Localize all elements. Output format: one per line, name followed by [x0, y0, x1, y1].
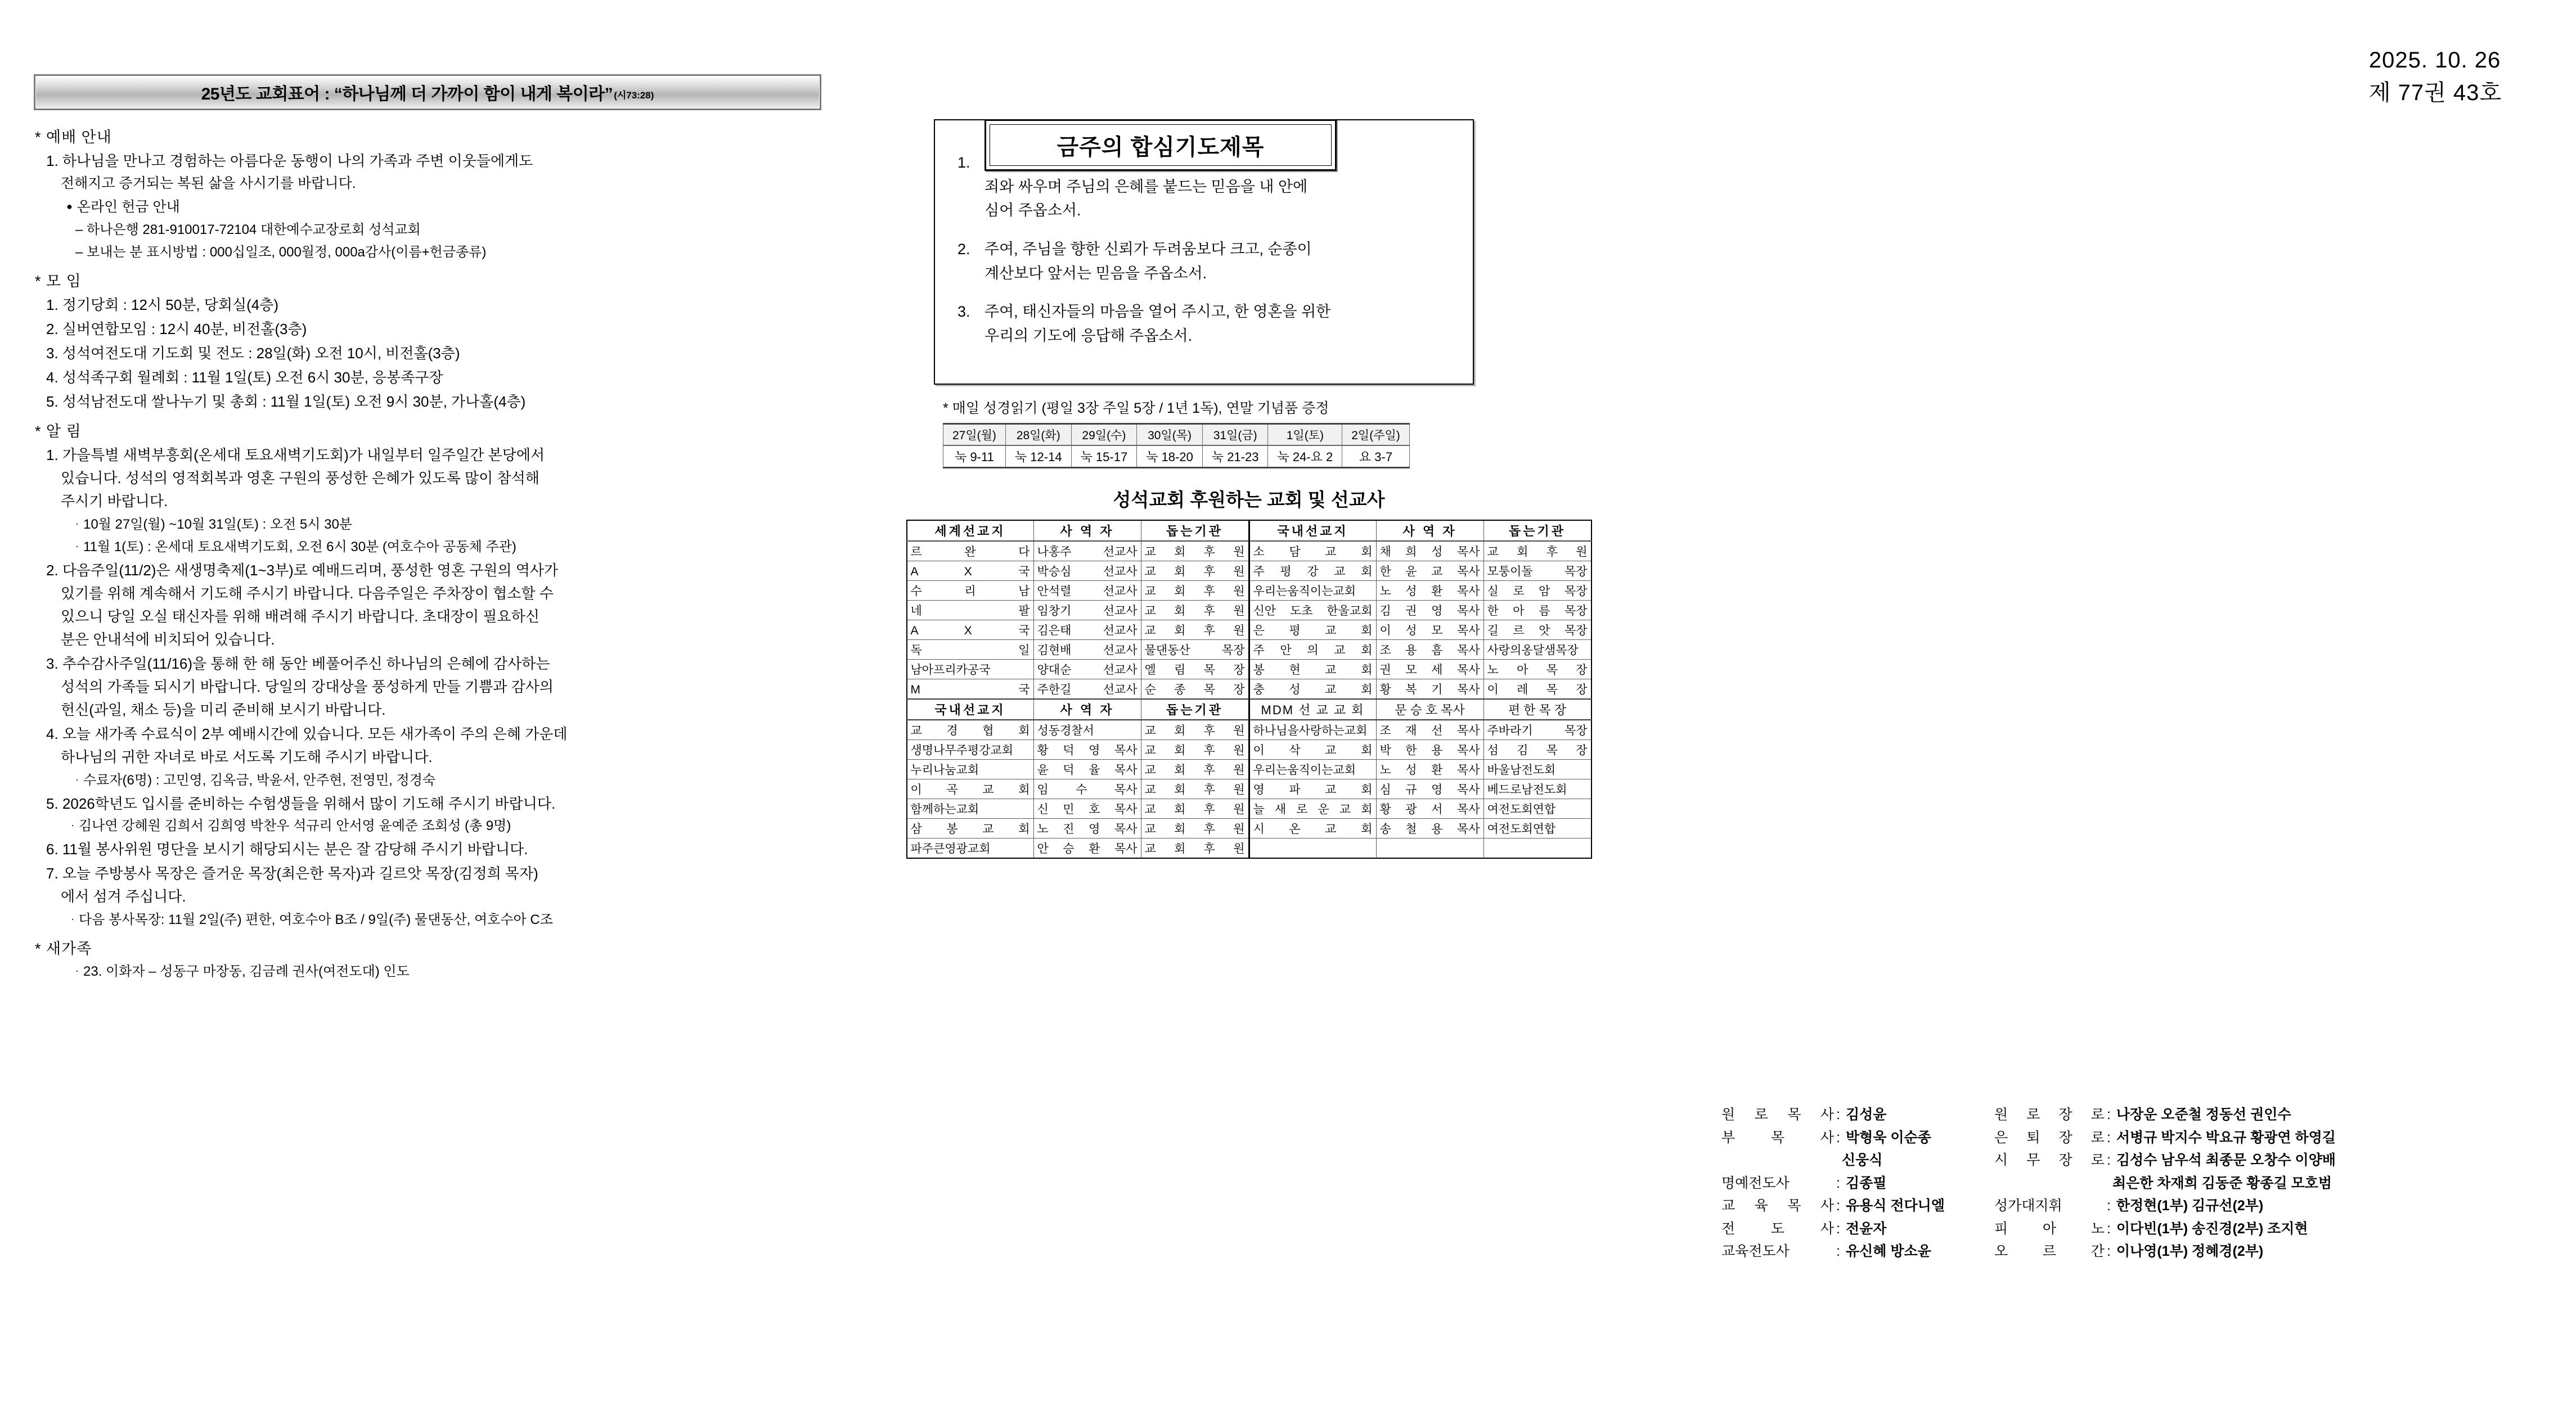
domestic-org-cell: 모퉁이돌 목장 [1483, 561, 1592, 581]
staff-names: 전윤자 [1845, 1220, 1887, 1237]
table-row [907, 520, 1592, 541]
domestic-field-cell: 신안 도초 한울교회 [1249, 601, 1376, 620]
staff-colon: : [1836, 1198, 1840, 1214]
world-field-cell: 르 완 다 [907, 541, 1034, 561]
domestic-worker-cell: 문 승 호 목사 [1376, 699, 1483, 720]
masthead [2369, 44, 2502, 109]
domestic-worker-cell: 노 진 영 목사 [1033, 819, 1141, 839]
table-row [907, 640, 1592, 660]
staff-names-continued: 최은한 차재희 김동준 황종길 모호범 [2112, 1175, 2332, 1191]
domestic-field-cell: 충 성 교 회 [1249, 679, 1376, 700]
staff-row [1994, 1240, 2336, 1263]
staff-names: 김종필 [1845, 1175, 1887, 1191]
table-row [907, 561, 1592, 581]
staff-role-label: 명예전도사 [1721, 1175, 1790, 1191]
notice-2-line4: 분은 안내석에 비치되어 있습니다. [61, 631, 275, 648]
bullet-dot-icon: · [75, 965, 79, 976]
worship-item-1-line2: 전해지고 증거되는 복된 삶을 사시기를 바랍니다. [61, 175, 356, 191]
staff-colon: : [1836, 1129, 1840, 1146]
domestic-field-cell: 영 파 교 회 [1249, 779, 1376, 799]
bullet-dot-icon: · [75, 540, 79, 552]
newfamily-item: · 23. 이화자 – 성동구 마장동, 김금례 권사(여전도대) 인도 [75, 964, 410, 979]
notice-7-line2: 에서 섬겨 주십니다. [61, 888, 186, 905]
domestic-field-cell: 교 경 협 회 [907, 720, 1034, 740]
staff-names: 한정현(1부) 김규선(2부) [2116, 1198, 2264, 1214]
staff-role-label: 교육전도사 [1721, 1243, 1790, 1259]
world-worker-cell: 양대순 선교사 [1033, 660, 1141, 679]
domestic-field-cell: 소 담 교 회 [1249, 541, 1376, 561]
staff-names: 이다빈(1부) 송진경(2부) 조지현 [2116, 1220, 2308, 1237]
prayer-item-text: 주여, 태신자들의 마음을 열어 주시고, 한 영혼을 위한 우리의 기도에 응답해 주옵소서. [984, 303, 1331, 344]
domestic-org-cell: 바울남전도회 [1483, 760, 1592, 779]
world-field-cell: M 국 [907, 679, 1034, 700]
domestic-org-cell: 노 아 목 장 [1483, 660, 1592, 679]
staff-colon: : [1836, 1175, 1840, 1191]
domestic-worker-cell: 노 성 환 목사 [1376, 581, 1483, 601]
world-worker-cell: 임창기 선교사 [1033, 601, 1141, 620]
domestic-org-cell: 교 회 후 원 [1141, 779, 1249, 799]
domestic-field-cell: 시 온 교 회 [1249, 819, 1376, 839]
domestic-worker-cell: 송 철 용 목사 [1376, 819, 1483, 839]
staff-colon: : [2106, 1129, 2111, 1146]
world-org-cell: 교 회 후 원 [1141, 620, 1249, 640]
notice-1-line3: 주시기 바랍니다. [61, 493, 168, 510]
weekly-prayer-title-box [984, 119, 1337, 171]
domestic-org-cell: 교 회 후 원 [1141, 720, 1249, 740]
domestic-worker-cell: 심 규 영 목사 [1376, 779, 1483, 799]
domestic-org-cell: 실 로 암 목장 [1483, 581, 1592, 601]
staff-row [1721, 1103, 1945, 1126]
staff-names: 박형욱 이순종 [1845, 1129, 1931, 1146]
domestic-field-cell: 우리는움직이는교회 [1249, 760, 1376, 779]
bible-day-header: 1일(토) [1268, 424, 1342, 446]
staff-role-label: 은 퇴 장 로 [1994, 1129, 2105, 1146]
domestic-org-cell: 교 회 후 원 [1141, 819, 1249, 839]
mission-support-table [906, 520, 1592, 859]
domestic-field-cell: MDM 선 교 교 회 [1249, 699, 1376, 720]
bible-reading-cell: 눅 15-17 [1071, 445, 1137, 468]
domestic-worker-cell: 권 모 세 목사 [1376, 660, 1483, 679]
bible-reading-cell: 눅 12-14 [1005, 445, 1071, 468]
staff-role-label: 피 아 노 [1994, 1220, 2105, 1237]
domestic-worker-cell: 황 복 기 목사 [1376, 679, 1483, 700]
empty-cell [1483, 839, 1592, 859]
domestic-org-cell: 섬 김 목 장 [1483, 740, 1592, 760]
staff-row [1994, 1149, 2336, 1172]
domestic-org-cell: 주바라기 목장 [1483, 720, 1592, 740]
worship-item-1-line1: 1. 하나님을 만나고 경험하는 아름다운 동행이 나의 가족과 주변 이웃들에게도 [46, 152, 533, 169]
staff-row [1994, 1218, 2336, 1241]
bible-reading-note: * 매일 성경읽기 (평일 3장 주일 5장 / 1년 1독), 연말 기념품 증정 [943, 400, 1329, 416]
bible-reading-cell: 눅 24-요 2 [1268, 445, 1342, 468]
domestic-org-cell: 여전도회연합 [1483, 799, 1592, 819]
world-org-cell: 교 회 후 원 [1141, 561, 1249, 581]
newfamily-section-heading: * 새가족 [35, 940, 92, 957]
domestic-worker-cell: 채 희 성 목사 [1376, 541, 1483, 561]
table-row [907, 799, 1592, 819]
col-header-supporter: 돕는기관 [1141, 520, 1249, 541]
bible-reading-table [943, 423, 1410, 468]
notice-1-line1: 1. 가을특별 새벽부흥회(온세대 토요새벽기도회)가 내일부터 일주일간 본당에서 [46, 447, 545, 463]
domestic-org-cell: 사랑의옹달샘목장 [1483, 640, 1592, 660]
world-field-cell: 남아프리카공국 [907, 660, 1034, 679]
domestic-worker-cell: 한 윤 교 목사 [1376, 561, 1483, 581]
world-org-cell: 교 회 후 원 [1141, 601, 1249, 620]
notice-1-bullet-1: · 10월 27일(월) ~10월 31일(토) : 오전 5시 30분 [75, 517, 352, 532]
notice-2-line3: 있으니 당일 오실 태신자를 위해 배려해 주시기 바랍니다. 초대장이 필요하신 [61, 608, 540, 625]
domestic-org-cell: 길 르 앗 목장 [1483, 620, 1592, 640]
bullet-dot-icon: ● [66, 200, 73, 212]
church-slogan-banner [34, 74, 821, 110]
col-header-domestic-field: 국내선교지 [907, 699, 1034, 720]
table-row [943, 424, 1410, 446]
weekly-prayer-panel [934, 119, 1474, 385]
notice-3-line2: 성석의 가족들 되시기 바랍니다. 당일의 강대상을 풍성하게 만들 기쁨과 감사의 [61, 678, 554, 695]
bible-reading-cell: 눅 18-20 [1137, 445, 1203, 468]
notice-section-heading: * 알 림 [35, 423, 82, 440]
mission-table-title: 성석교회 후원하는 교회 및 선교사 [1113, 489, 1385, 510]
staff-row [1994, 1103, 2336, 1126]
meeting-item: 2. 실버연합모임 : 12시 40분, 비전홀(3층) [46, 321, 307, 337]
online-offering-format: – 보내는 분 표시방법 : 000십일조, 000월정, 000a감사(이름+헌금종류) [75, 245, 487, 260]
staff-names: 김성수 남우석 최종문 오창수 이양배 [2116, 1152, 2336, 1168]
online-offering-bank: – 하나은행 281-910017-72104 대한예수교장로회 성석교회 [75, 222, 421, 237]
table-row [907, 740, 1592, 760]
staff-colon: : [2106, 1107, 2111, 1123]
staff-colon: : [1836, 1243, 1840, 1259]
notice-5-bullet-1: · 김나연 강혜원 김희서 김희영 박찬우 석규리 안서영 윤예준 조회성 (총 9명) [71, 818, 511, 833]
staff-role-label: 오 르 간 [1994, 1243, 2105, 1259]
notice-4-bullet-1: · 수료자(6명) : 고민영, 김옥금, 박윤서, 안주현, 전영민, 정경숙 [75, 773, 436, 788]
prayer-item-number: 1. [957, 154, 970, 171]
bulletin-issue: 제 77권 43호 [2368, 80, 2502, 105]
table-row [943, 445, 1410, 468]
domestic-field-cell: 하나님을사랑하는교회 [1249, 720, 1376, 740]
world-worker-cell: 박승심 선교사 [1033, 561, 1141, 581]
world-field-cell: 네 팔 [907, 601, 1034, 620]
prayer-item-text: 주여, 주님을 향한 신뢰가 두려움보다 크고, 순종이 계산보다 앞서는 믿음을 주옵소서. [984, 240, 1312, 282]
domestic-worker-cell: 조 재 선 목사 [1376, 720, 1483, 740]
notice-1-line2: 있습니다. 성석의 영적회복과 영혼 구원의 풍성한 은혜가 있도록 많이 참석해 [61, 470, 540, 486]
bible-day-header: 31일(금) [1202, 424, 1268, 446]
staff-row [1721, 1218, 1945, 1241]
table-row [907, 620, 1592, 640]
online-offering-title: ● 온라인 헌금 안내 [66, 199, 180, 215]
col-header-supporter: 돕는기관 [1141, 699, 1249, 720]
bible-reading-cell: 눅 9-11 [943, 445, 1006, 468]
world-field-cell: A X 국 [907, 561, 1034, 581]
domestic-worker-cell: 이 성 모 목사 [1376, 620, 1483, 640]
domestic-org-cell: 한 아 름 목장 [1483, 601, 1592, 620]
staff-row [1994, 1194, 2336, 1218]
domestic-worker-cell: 안 승 환 목사 [1033, 839, 1141, 859]
table-row [907, 679, 1592, 700]
world-org-cell: 물댄동산 목장 [1141, 640, 1249, 660]
table-row [907, 720, 1592, 740]
world-org-cell: 교 회 후 원 [1141, 541, 1249, 561]
domestic-field-cell: 파주큰영광교회 [907, 839, 1034, 859]
col-header-world-field: 세계선교지 [907, 520, 1034, 541]
staff-names: 이나영(1부) 정혜경(2부) [2116, 1243, 2264, 1259]
notice-4-line2: 하나님의 귀한 자녀로 바로 서도록 기도해 주시기 바랍니다. [61, 749, 433, 765]
domestic-field-cell: 주 안 의 교 회 [1249, 640, 1376, 660]
col-header-worker: 사 역 자 [1376, 520, 1483, 541]
domestic-org-cell: 교 회 후 원 [1483, 541, 1592, 561]
staff-colon: : [1836, 1220, 1840, 1237]
bullet-dot-icon: · [71, 819, 74, 831]
world-worker-cell: 안석렬 선교사 [1033, 581, 1141, 601]
bible-day-header: 29일(수) [1071, 424, 1137, 446]
domestic-field-cell: 은 평 교 회 [1249, 620, 1376, 640]
staff-role-label: 시 무 장 로 [1994, 1152, 2105, 1168]
domestic-org-cell: 교 회 후 원 [1141, 760, 1249, 779]
notice-6-line1: 6. 11월 봉사위원 명단을 보시기 해당되시는 분은 잘 감당해 주시기 바랍니다. [46, 841, 528, 858]
domestic-org-cell: 편 한 목 장 [1483, 699, 1592, 720]
domestic-worker-cell: 박 한 용 목사 [1376, 740, 1483, 760]
table-row [907, 819, 1592, 839]
domestic-field-cell: 봉 현 교 회 [1249, 660, 1376, 679]
meeting-item: 4. 성석족구회 월례회 : 11월 1일(토) 오전 6시 30분, 응봉족구장 [46, 369, 443, 386]
domestic-worker-cell: 신 민 호 목사 [1033, 799, 1141, 819]
world-worker-cell: 나홍주 선교사 [1033, 541, 1141, 561]
staff-colon: : [2106, 1152, 2111, 1168]
bible-day-header: 28일(화) [1005, 424, 1071, 446]
domestic-org-cell: 교 회 후 원 [1141, 740, 1249, 760]
bible-reading-cell: 눅 21-23 [1202, 445, 1268, 468]
empty-cell [1249, 839, 1376, 859]
domestic-worker-cell: 윤 덕 율 목사 [1033, 760, 1141, 779]
table-row [907, 779, 1592, 799]
table-row [907, 581, 1592, 601]
world-org-cell: 교 회 후 원 [1141, 581, 1249, 601]
world-field-cell: 수 리 남 [907, 581, 1034, 601]
notice-7-bullet-1: · 다음 봉사목장: 11월 2일(주) 편한, 여호수아 B조 / 9일(주) 물댄동산, 여호수아 C조 [71, 912, 553, 927]
domestic-org-cell: 여전도회연합 [1483, 819, 1592, 839]
world-worker-cell: 김현배 선교사 [1033, 640, 1141, 660]
notice-7-line1: 7. 오늘 주방봉사 목장은 즐거운 목장(최은한 목자)과 길르앗 목장(김정희 목자) [46, 865, 538, 882]
bullet-dot-icon: · [75, 774, 79, 785]
staff-role-label: 원 로 장 로 [1994, 1107, 2105, 1123]
staff-role-label: 원 로 목 사 [1721, 1107, 1834, 1123]
notice-2-line1: 2. 다음주일(11/2)은 새생명축제(1~3부)로 예배드리며, 풍성한 영혼 구원의 역사가 [46, 562, 559, 579]
domestic-org-cell: 베드로남전도회 [1483, 779, 1592, 799]
domestic-org-cell: 이 레 목 장 [1483, 679, 1592, 700]
weekly-prayer-title: 금주의 합심기도제목 [1057, 134, 1265, 160]
bullet-dot-icon: · [71, 913, 74, 925]
world-worker-cell: 김은태 선교사 [1033, 620, 1141, 640]
staff-colon: : [2106, 1243, 2111, 1259]
notice-5-line1: 5. 2026학년도 입시를 준비하는 수험생들을 위해서 많이 기도해 주시기 바랍니다. [46, 795, 556, 812]
col-header-worker: 사 역 자 [1033, 520, 1141, 541]
staff-colon: : [1836, 1107, 1840, 1123]
center-column [883, 79, 1615, 859]
prayer-item-number: 2. [957, 240, 970, 258]
staff-row [1721, 1240, 1945, 1263]
table-row [907, 660, 1592, 679]
world-field-cell: 독 일 [907, 640, 1034, 660]
bullet-dot-icon: · [75, 518, 79, 529]
prayer-item-text: 죄와 싸우며 주님의 은혜를 붙드는 믿음을 내 안에 심어 주옵소서. [984, 178, 1308, 219]
notice-2-line2: 있기를 위해 계속해서 기도해 주시기 바랍니다. 다음주일은 주차장이 협소할 수 [61, 585, 554, 602]
domestic-field-cell: 주 평 강 교 회 [1249, 561, 1376, 581]
col-header-domestic-field: 국내선교지 [1249, 520, 1376, 541]
world-org-cell: 순 종 목 장 [1141, 679, 1249, 700]
bible-day-header: 30일(목) [1137, 424, 1203, 446]
bulletin-date: 2025. 10. 26 [2368, 48, 2501, 73]
notice-3-line1: 3. 추수감사주일(11/16)을 통해 한 해 동안 베풀어주신 하나님의 은혜에 감사하는 [46, 655, 550, 672]
table-row [907, 601, 1592, 620]
meeting-item: 5. 성석남전도대 쌀나누기 및 총회 : 11월 1일(토) 오전 9시 30분, 가나홀(4층) [46, 393, 526, 410]
domestic-worker-cell: 황 광 서 목사 [1376, 799, 1483, 819]
staff-role-label: 교 육 목 사 [1721, 1198, 1834, 1214]
staff-colon: : [2106, 1198, 2111, 1214]
table-row [907, 839, 1592, 859]
domestic-worker-cell: 임 수 목사 [1033, 779, 1141, 799]
empty-cell [1376, 839, 1483, 859]
domestic-worker-cell: 황 덕 영 목사 [1033, 740, 1141, 760]
left-column [34, 74, 821, 984]
staff-row [1721, 1126, 1945, 1149]
staff-role-label: 성가대지휘 [1994, 1198, 2062, 1214]
staff-role-label: 전 도 사 [1721, 1220, 1834, 1237]
prayer-item-number: 3. [957, 303, 970, 321]
staff-column-elders [1994, 1103, 2336, 1263]
staff-row [1994, 1126, 2336, 1149]
domestic-field-cell: 이 삭 교 회 [1249, 740, 1376, 760]
meeting-item: 3. 성석여전도대 기도회 및 전도 : 28일(화) 오전 10시, 비전홀(3층) [46, 345, 460, 362]
church-slogan-reference: (시73:28) [614, 90, 654, 101]
staff-names-continued: 신웅식 [1842, 1152, 1883, 1168]
table-row [907, 699, 1592, 720]
domestic-worker-cell: 성동경찰서 [1033, 720, 1141, 740]
worship-section-heading: * 예배 안내 [35, 129, 112, 146]
col-header-supporter: 돕는기관 [1483, 520, 1592, 541]
staff-names: 나장운 오준철 정동선 권인수 [2116, 1107, 2291, 1123]
domestic-worker-cell: 김 권 영 목사 [1376, 601, 1483, 620]
world-worker-cell: 주한길 선교사 [1033, 679, 1141, 700]
domestic-field-cell: 함께하는교회 [907, 799, 1034, 819]
domestic-field-cell: 우리는움직이는교회 [1249, 581, 1376, 601]
world-org-cell: 엘 림 목 장 [1141, 660, 1249, 679]
bible-day-header: 2일(주일) [1342, 424, 1410, 446]
bible-reading-cell: 요 3-7 [1342, 445, 1410, 468]
prayer-item [957, 300, 1450, 348]
staff-directory [1721, 1103, 2336, 1263]
domestic-field-cell: 삼 봉 교 회 [907, 819, 1034, 839]
notice-4-line1: 4. 오늘 새가족 수료식이 2부 예배시간에 있습니다. 모든 새가족이 주의 은혜 가운데 [46, 725, 568, 742]
church-slogan-text: 25년도 교회표어 : “하나님께 더 가까이 함이 내게 복이라” [201, 85, 613, 103]
domestic-field-cell: 누리나눔교회 [907, 760, 1034, 779]
notice-1-bullet-2: · 11월 1(토) : 온세대 토요새벽기도회, 오전 6시 30분 (여호수아 공동체 주관) [75, 539, 516, 555]
staff-names: 유용식 전다니엘 [1845, 1198, 1945, 1214]
staff-row [1721, 1172, 1945, 1195]
domestic-org-cell: 교 회 후 원 [1141, 799, 1249, 819]
staff-names: 서병규 박지수 박요규 황광연 하영길 [2116, 1129, 2336, 1146]
prayer-item [957, 237, 1450, 285]
domestic-field-cell: 늘 새 로 운 교 회 [1249, 799, 1376, 819]
domestic-worker-cell: 조 용 흠 목사 [1376, 640, 1483, 660]
staff-colon: : [2106, 1220, 2111, 1237]
domestic-worker-cell: 노 성 환 목사 [1376, 760, 1483, 779]
domestic-field-cell: 생명나무주평강교회 [907, 740, 1034, 760]
table-row [907, 541, 1592, 561]
staff-column-pastors [1721, 1103, 1945, 1263]
staff-row [1721, 1194, 1945, 1218]
meeting-item: 1. 정기당회 : 12시 50분, 당회실(4층) [46, 296, 279, 313]
meeting-section-heading: * 모 임 [35, 273, 82, 290]
staff-role-label: 부 목 사 [1721, 1129, 1834, 1146]
world-field-cell: A X 국 [907, 620, 1034, 640]
notice-3-line3: 헌신(과일, 채소 등)을 미리 준비해 보시기 바랍니다. [61, 701, 386, 718]
staff-names: 유신혜 방소윤 [1845, 1243, 1931, 1259]
domestic-org-cell: 교 회 후 원 [1141, 839, 1249, 859]
col-header-worker: 사 역 자 [1033, 699, 1141, 720]
table-row [907, 760, 1592, 779]
staff-names: 김성윤 [1845, 1107, 1887, 1123]
bible-day-header: 27일(월) [943, 424, 1006, 446]
domestic-field-cell: 이 곡 교 회 [907, 779, 1034, 799]
